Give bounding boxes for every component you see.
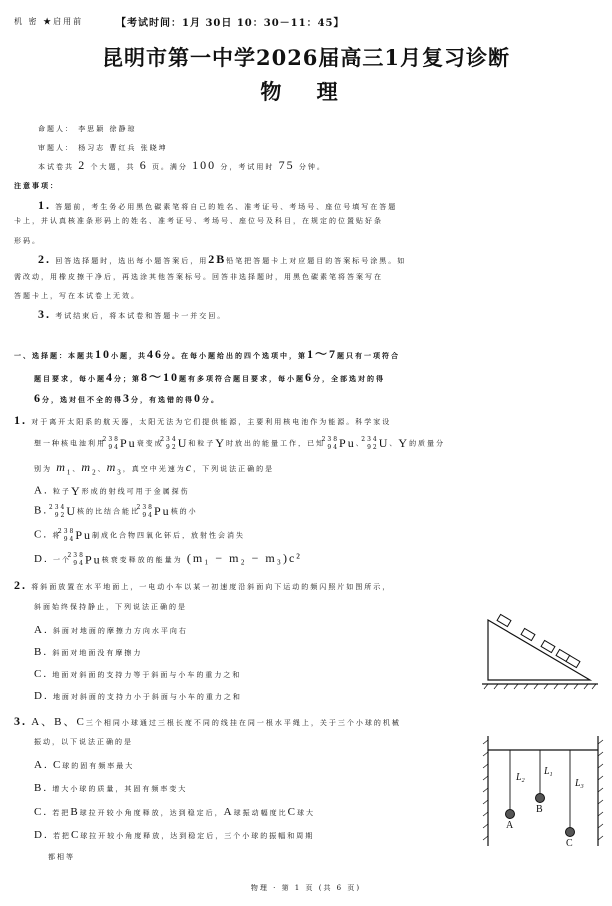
ball-a <box>506 810 515 819</box>
q2-option-c[interactable]: C. 地面对斜面的支持力等于斜面与小车的重力之和 <box>34 668 242 680</box>
q2-line-2: 斜面始终保持静止，下列说法正确的是 <box>34 603 187 611</box>
subject-title: 物 理 <box>260 79 352 104</box>
q2-line-1: 2. 将斜面放置在水平地面上，一电动小车以某一初速度沿斜面向下运动的频闪照片如图所示， <box>14 578 392 592</box>
page-footer: 物理 · 第 1 页 (共 6 页) <box>250 884 362 892</box>
note-2-line-3: 答题卡上，写在本试卷上无效。 <box>14 292 140 300</box>
q3-option-a[interactable]: A. C球的固有频率最大 <box>34 759 135 771</box>
q3-option-d[interactable]: D. 若把C球拉开较小角度释放，达到稳定后，三个小球的振幅和周期 <box>34 829 315 841</box>
q2-option-d[interactable]: D. 地面对斜面的支持力小于斜面与小车的重力之和 <box>34 690 242 702</box>
q3-option-c[interactable]: C. 若把B球拉开较小角度释放，达到稳定后，A球振动幅度比C球大 <box>34 806 315 818</box>
incline-wedge <box>488 620 590 680</box>
note-1: 1. 答题前，考生务必用黑色碳素笔将自己的姓名、准考证号、考场号、座位号填写在答题 <box>38 198 398 212</box>
section1-line-2: 题目要求，每小题4分；第8～10题有多项符合题目要求，每小题6分，全部选对的得 <box>34 370 386 384</box>
section1-line-1: 一、选择题：本题共10小题，共46分。在每小题给出的四个选项中，第1～7题只有一项符合 <box>14 347 401 361</box>
note-2: 2. 回答选择题时，选出每小题答案后，用2B铅笔把答题卡上对应题目的答案标号涂黑。如 <box>38 252 407 266</box>
note-1-line-3: 形码。 <box>14 237 41 245</box>
energy-formula: (m₁ − m₂ − m₃)c² <box>186 551 302 565</box>
q3-line-1: 3. A、B、C三个相同小球通过三根长度不同的线挂在同一根水平绳上，关于三个小球的机械 <box>14 714 401 728</box>
label-b: B <box>536 804 543 815</box>
q1-option-b[interactable]: B. 234 92 U核的比结合能比 238 94 Pu核的小 <box>34 503 198 519</box>
label-c: C <box>566 838 573 848</box>
q3-option-d-line-2: 都相等 <box>48 853 75 861</box>
label-l3: $L_3$ <box>575 778 584 790</box>
incline-figure <box>478 612 600 690</box>
ball-b <box>536 794 545 803</box>
proposers-line: 命题人： 李思颖 徐静琼 <box>38 125 137 133</box>
q1-option-a[interactable]: A. 粒子Y形成的射线可用于金属探伤 <box>34 484 190 498</box>
note-2-line-2: 需改动，用橡皮擦干净后，再选涂其他答案标号。回答非选择题时，用黑色碳素笔将答案写在 <box>14 273 383 281</box>
q2-option-b[interactable]: B. 斜面对地面没有摩擦力 <box>34 646 143 658</box>
q1-line-1: 1. 对于离开太阳系的航天器，太阳无法为它们提供能源，主要利用核电池作为能源。科学家设 <box>14 413 392 427</box>
notes-heading: 注意事项： <box>14 181 59 190</box>
note-1-line-2: 卡上，并认真核准条形码上的姓名、准考证号、考场号、座位号及科目，在规定的位置贴好条 <box>14 217 383 225</box>
support-hatch <box>483 740 603 840</box>
ball-c <box>566 828 575 837</box>
q2-option-a[interactable]: A. 斜面对地面的摩擦力方向水平向右 <box>34 624 188 636</box>
car-frames <box>497 614 580 667</box>
exam-time: 【考试时间：1月 30日 10：30－11：45】 <box>116 18 345 29</box>
page-title: 昆明市第一中学2026届高三1月复习诊断 <box>101 45 511 70</box>
car-2 <box>521 628 535 640</box>
label-l2: $L_2$ <box>516 772 525 784</box>
q3-option-b[interactable]: B. 增大小球的质量，其固有频率变大 <box>34 782 188 794</box>
q3-line-2: 振动，以下说法正确的是 <box>34 738 133 746</box>
car-1 <box>497 614 511 626</box>
section1-line-3: 6分，选对但不全的得3分，有选错的得0分。 <box>34 391 220 405</box>
pendulum-figure <box>480 728 604 848</box>
note-3: 3. 考试结束后，将本试卷和答题卡一并交回。 <box>38 307 227 321</box>
q1-line-3: 别为 $m_1$、$m_2$、$m_3$，真空中光速为c，下列说法正确的是 <box>34 460 275 477</box>
q1-line-2: 想一种核电池利用 238 94 Pu衰变成 234 92 U和粒子Y时放出的能量工作，已知 238 94 Pu、 234 92 U、Y的质量分 <box>34 435 446 451</box>
paper-desc: 本试卷共 2 个大题，共 6 页。满分 100 分，考试用时 75 分钟。 <box>38 158 326 172</box>
ground-hatch <box>484 684 596 689</box>
q1-option-d[interactable]: D. 一个 238 94 Pu核衰变释放的能量为 (m₁ − m₂ − m₃)c² <box>34 551 302 567</box>
reviewers-line: 审题人： 杨习志 曹红兵 张晓坤 <box>38 144 168 152</box>
car-5 <box>566 655 580 667</box>
car-3 <box>541 640 555 652</box>
secret-mark: 机 密 ★启用前 <box>14 17 84 26</box>
label-a: A <box>506 820 514 831</box>
q1-option-c[interactable]: C. 将 238 94 Pu制成化合物四氧化钚后，放射性会消失 <box>34 527 246 543</box>
label-l1: $L_1$ <box>544 766 553 778</box>
